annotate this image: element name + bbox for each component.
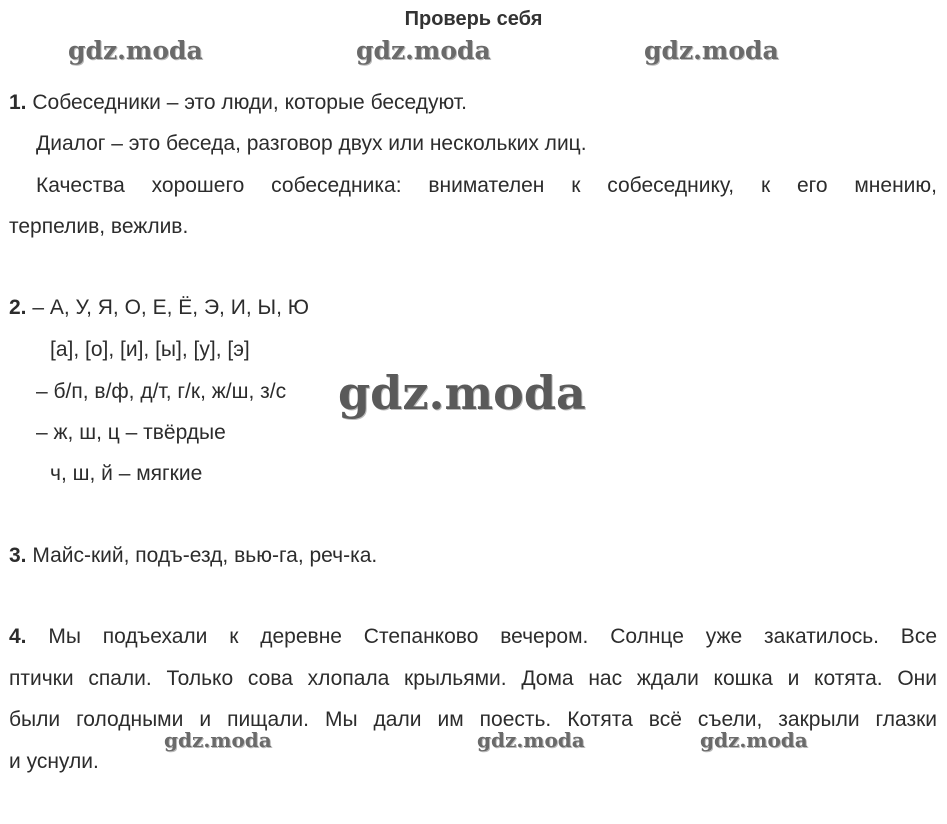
task4-line2: птички спали. Только сова хлопала крыльями. Дома нас ждали кошка и котята. Они	[9, 667, 937, 690]
task1-line4: терпелив, вежлив.	[9, 215, 189, 238]
watermark-top-left: gdz.moda	[68, 36, 203, 65]
task3-text1: Майс-кий, подъ-езд, вью-га, реч-ка.	[26, 544, 378, 567]
task1-line2: Диалог – это беседа, разговор двух или нескольких лиц.	[36, 132, 587, 155]
task2-line4: – ж, ш, ц – твёрдые	[36, 421, 226, 444]
task1-line3: Качества хорошего собеседника: внимателен к собеседнику, к его мнению,	[36, 174, 937, 197]
task4-text1: Мы подъехали к деревне Степанково вечером. Солнце уже закатилось. Все	[26, 625, 937, 648]
watermark-bottom-right: gdz.moda	[700, 728, 808, 752]
task4-line1	[9, 625, 937, 649]
task4-number: 4.	[9, 625, 27, 648]
watermark-center: gdz.moda	[338, 366, 586, 420]
task4-line3: были голодными и пищали. Мы дали им поесть. Котята всё съели, закрыли глазки	[9, 708, 937, 731]
watermark-top-right: gdz.moda	[644, 36, 779, 65]
task2-text1: – А, У, Я, О, Е, Ё, Э, И, Ы, Ю	[26, 296, 309, 319]
page-title: Проверь себя	[404, 8, 543, 30]
task2-line3: – б/п, в/ф, д/т, г/к, ж/ш, з/с	[36, 380, 287, 403]
task2-line2: [а], [о], [и], [ы], [у], [э]	[50, 338, 250, 361]
task3-line1	[9, 544, 377, 568]
task2-line1	[9, 296, 309, 320]
task1-text1: Собеседники – это люди, которые беседуют.	[26, 91, 467, 114]
task1-number: 1.	[9, 91, 27, 114]
task3-number: 3.	[9, 544, 27, 567]
task4-line4: и уснули.	[9, 750, 99, 773]
watermark-bottom-center: gdz.moda	[477, 728, 585, 752]
watermark-top-center: gdz.moda	[356, 36, 491, 65]
watermark-bottom-left: gdz.moda	[164, 728, 272, 752]
task2-line5: ч, ш, й – мягкие	[50, 462, 203, 485]
task2-number: 2.	[9, 296, 27, 319]
task1-line1	[9, 91, 467, 115]
